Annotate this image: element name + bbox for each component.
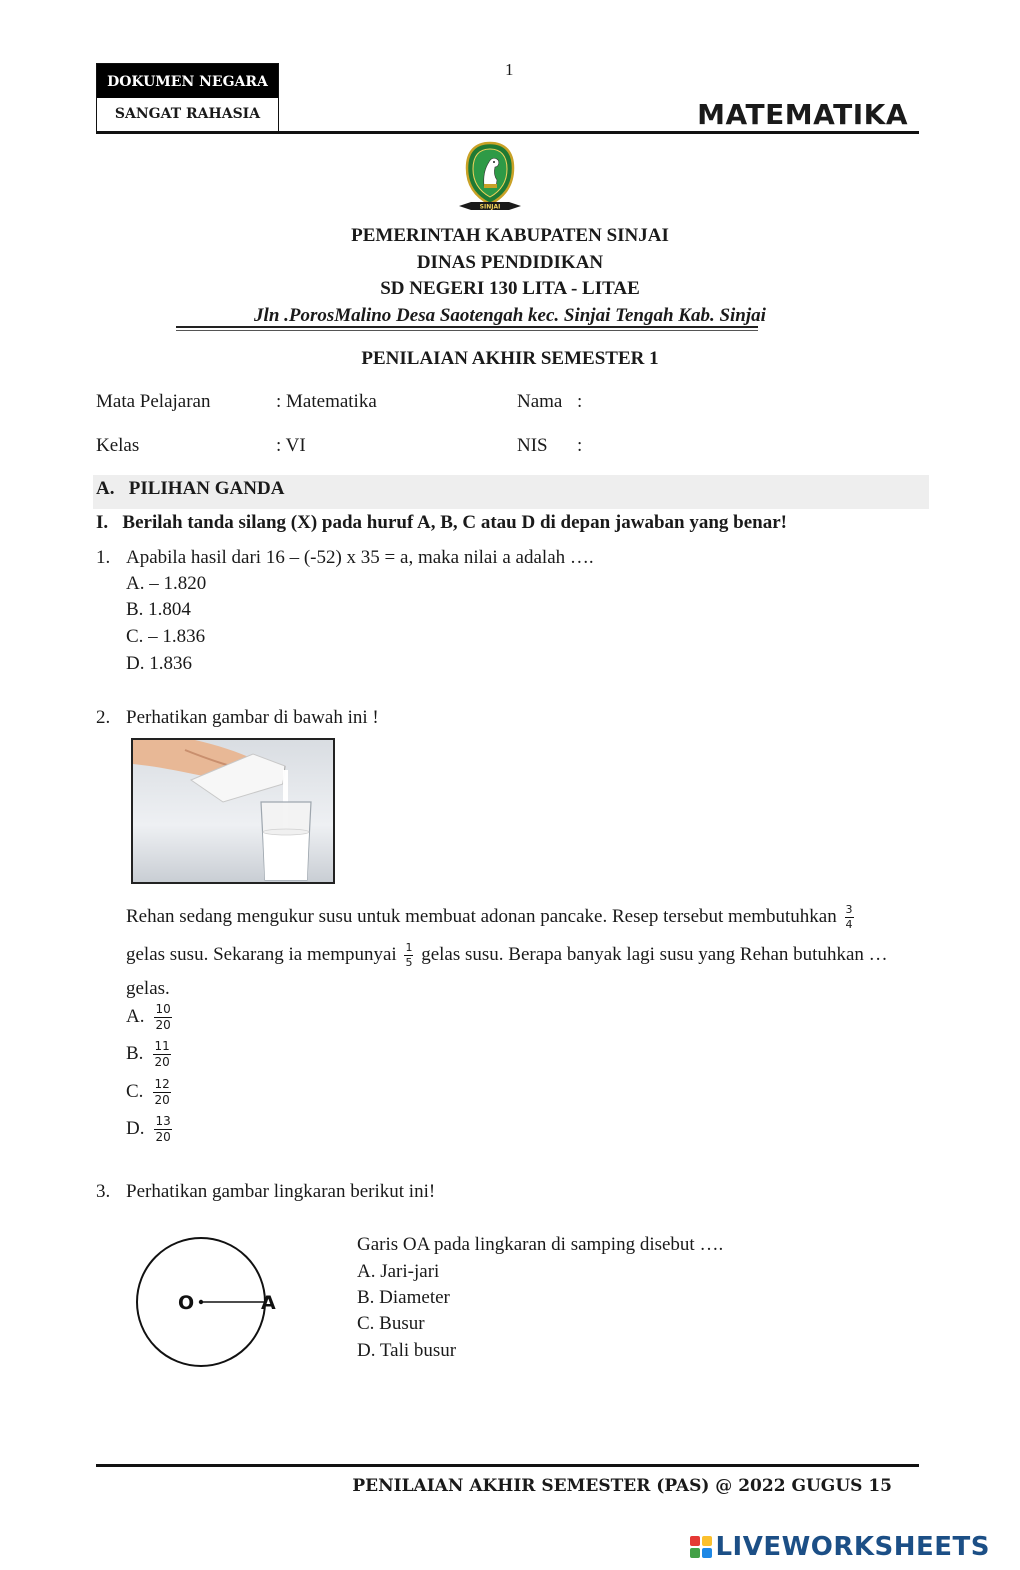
q1-option-d[interactable]: D. 1.836 — [126, 653, 192, 674]
q2-frac1-numerator: 3 — [845, 903, 853, 916]
q3-text: Perhatikan gambar lingkaran berikut ini! — [126, 1181, 436, 1202]
q1-text: Apabila hasil dari 16 – (-52) x 35 = a, maka nilai a adalah …. — [126, 547, 594, 568]
classification-bottom: SANGAT RAHASIA — [114, 106, 261, 122]
institution-line2: DINAS PENDIDIKAN — [416, 252, 604, 273]
q2-story-part3: gelas susu. Berapa banyak lagi susu yang Rehan butuhkan … — [421, 943, 888, 965]
q2-option-a-letter: A. — [126, 1005, 145, 1027]
exam-title: PENILAIAN AKHIR SEMESTER 1 — [361, 348, 659, 369]
center-label: O — [178, 1292, 195, 1314]
nis-label: NIS — [517, 435, 548, 456]
class-value: : VI — [276, 435, 306, 456]
institution-address: Jln .PorosMalino Desa Saotengah kec. Sinjai Tengah Kab. Sinjai — [254, 305, 766, 326]
q2-fraction-one-fifth — [404, 942, 413, 969]
q2-frac1-denominator: 4 — [845, 918, 853, 931]
liveworksheets-logo[interactable] — [690, 1532, 990, 1562]
instruction — [96, 512, 787, 534]
q2-option-b[interactable] — [126, 1040, 174, 1069]
section-letter: A. — [96, 478, 115, 499]
q3-option-a[interactable]: A. Jari-jari — [357, 1261, 440, 1282]
footer-text: PENILAIAN AKHIR SEMESTER (PAS) @ 2022 GUGUS 15 — [352, 1476, 892, 1496]
q2-option-b-den: 20 — [154, 1055, 170, 1069]
q2-story-part4: gelas. — [126, 978, 170, 999]
q2-option-b-fraction — [153, 1040, 170, 1069]
address-rule — [176, 326, 758, 328]
regency-crest-icon — [457, 140, 523, 216]
q2-story-line1 — [126, 904, 906, 931]
q2-option-d-num: 13 — [155, 1114, 171, 1128]
crest-label: SINJAI — [479, 203, 501, 211]
liveworksheets-wordmark: LIVEWORKSHEETS — [715, 1532, 990, 1562]
milk-pour-photo — [131, 738, 335, 884]
q2-option-d[interactable] — [126, 1115, 175, 1144]
classification-box — [96, 63, 279, 132]
point-label: A — [261, 1292, 276, 1314]
section-title: PILIHAN GANDA — [128, 478, 285, 499]
instruction-roman: I. — [96, 512, 109, 533]
q1-number: 1. — [96, 547, 111, 568]
q2-story-part2: gelas susu. Sekarang ia mempunyai — [126, 943, 397, 965]
center-dot — [199, 1300, 203, 1304]
q2-option-d-letter: D. — [126, 1117, 145, 1139]
section-heading — [96, 478, 284, 500]
subject-label: Mata Pelajaran — [96, 391, 211, 412]
subject-title: MATEMATIKA — [697, 98, 908, 131]
q1-option-b[interactable]: B. 1.804 — [126, 599, 191, 620]
q2-number: 2. — [96, 707, 111, 728]
q3-option-c[interactable]: C. Busur — [357, 1313, 425, 1334]
q2-frac2-numerator: 1 — [405, 941, 413, 954]
q1-option-c[interactable]: C. – 1.836 — [126, 626, 206, 647]
institution-line1: PEMERINTAH KABUPATEN SINJAI — [351, 225, 669, 246]
name-label: Nama — [517, 391, 563, 412]
q2-option-a-num: 10 — [155, 1002, 171, 1016]
q2-option-c-num: 12 — [154, 1077, 170, 1091]
institution-line3: SD NEGERI 130 LITA - LITAE — [380, 278, 640, 299]
q2-story-line2 — [126, 942, 946, 969]
q2-story-part1: Rehan sedang mengukur susu untuk membuat adonan pancake. Resep tersebut membutuhkan — [126, 905, 837, 927]
footer-rule — [96, 1464, 919, 1467]
q2-option-a-fraction — [154, 1003, 171, 1032]
nis-separator: : — [577, 435, 583, 456]
q2-text: Perhatikan gambar di bawah ini ! — [126, 707, 379, 728]
q2-option-a[interactable] — [126, 1003, 175, 1032]
q3-option-b[interactable]: B. Diameter — [357, 1287, 450, 1308]
q2-option-c-letter: C. — [126, 1080, 144, 1102]
q3-prompt: Garis OA pada lingkaran di samping disebut …. — [357, 1234, 724, 1255]
page-number: 1 — [505, 60, 514, 79]
q2-option-c-den: 20 — [154, 1093, 170, 1107]
q2-fraction-three-quarters — [845, 904, 854, 931]
q2-option-d-fraction — [154, 1115, 171, 1144]
instruction-text: Berilah tanda silang (X) pada huruf A, B, C atau D di depan jawaban yang benar! — [122, 512, 788, 533]
q3-option-d[interactable]: D. Tali busur — [357, 1340, 457, 1361]
q2-option-b-letter: B. — [126, 1042, 144, 1064]
q3-number: 3. — [96, 1181, 111, 1202]
q2-option-c-fraction — [153, 1078, 170, 1107]
q2-option-b-num: 11 — [154, 1039, 170, 1053]
q2-option-d-den: 20 — [155, 1130, 171, 1144]
header-rule — [96, 131, 919, 134]
name-separator: : — [577, 391, 583, 412]
liveworksheets-icon — [690, 1536, 712, 1558]
classification-top: DOKUMEN NEGARA — [97, 64, 278, 98]
subject-value: : Matematika — [276, 391, 377, 412]
address-rule-thin — [176, 330, 758, 331]
circle-diagram — [131, 1232, 276, 1372]
q2-option-c[interactable] — [126, 1078, 174, 1107]
class-label: Kelas — [96, 435, 140, 456]
q1-option-a[interactable]: A. – 1.820 — [126, 573, 207, 594]
q2-option-a-den: 20 — [155, 1018, 171, 1032]
q2-frac2-denominator: 5 — [405, 956, 413, 969]
